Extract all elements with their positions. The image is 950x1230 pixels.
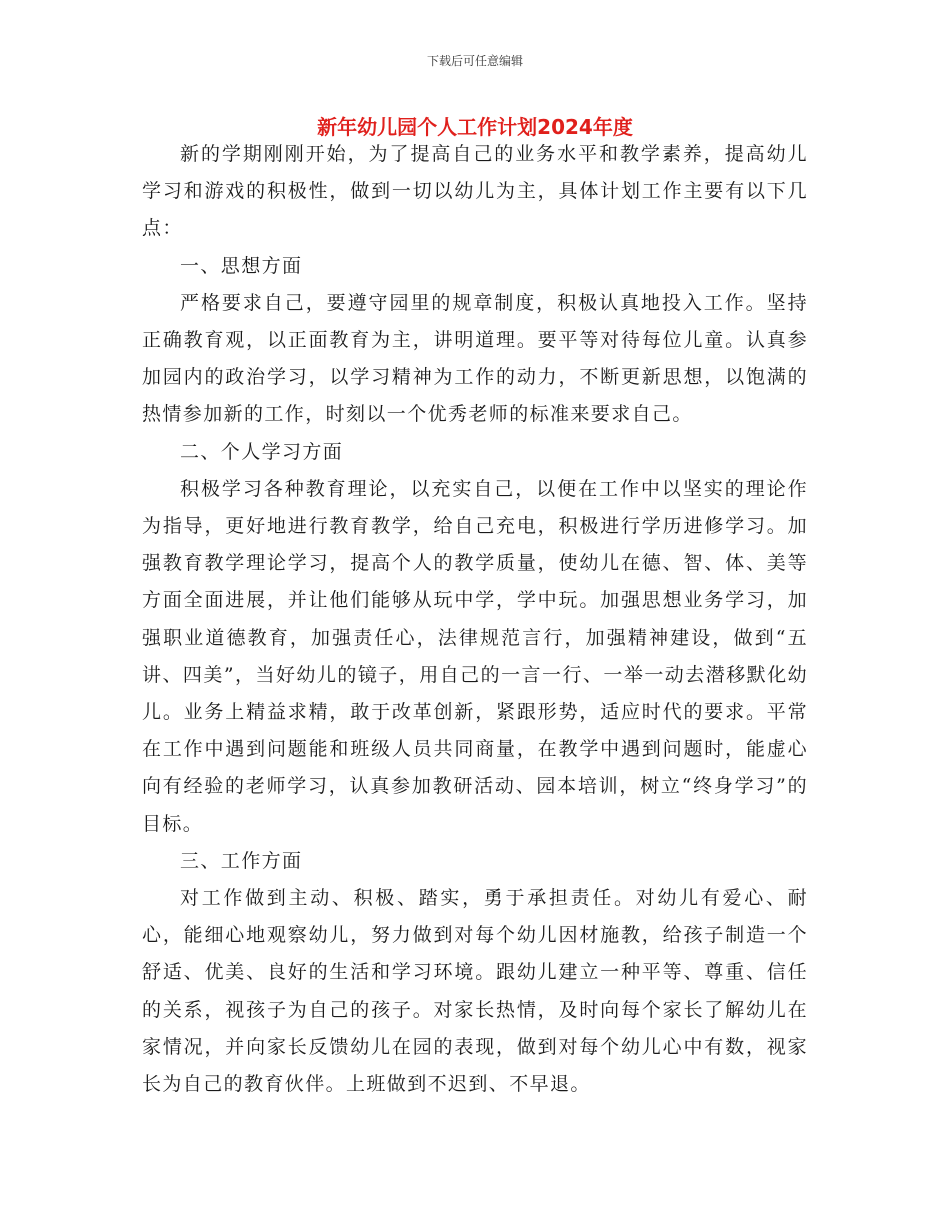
section-heading-work: 三、工作方面	[180, 849, 303, 872]
document-body	[142, 136, 808, 1103]
section-heading-learning: 二、个人学习方面	[180, 440, 344, 463]
header-note: 下载后可任意编辑	[426, 54, 523, 68]
document-title: 新年幼儿园个人工作计划2024年度	[317, 115, 633, 139]
section-heading-thought: 一、思想方面	[180, 254, 303, 277]
paragraph-work: 对工作做到主动、积极、踏实，勇于承担责任。对幼儿有爱心、耐心，能细心地观察幼儿，努力做到对每个幼儿因材施教，给孩子制造一个舒适、优美、良好的生活和学习环境。跟幼儿建立一种平等、尊重、信任的关系，视孩子为自己的孩子。对家长热情，及时向每个家长了解幼儿在家情况，并向家长反馈幼儿在园的表现，做到对每个幼儿心中有数，视家长为自己的教育伙伴。上班做到不迟到、不早退。	[142, 887, 808, 1096]
paragraph-learning: 积极学习各种教育理论，以充实自己，以便在工作中以坚实的理论作为指导，更好地进行教育教学，给自己充电，积极进行学历进修学习。加强教育教学理论学习，提高个人的教学质量，使幼儿在德、智、体、美等方面全面进展，并让他们能够从玩中学，学中玩。加强思想业务学习，加强职业道德教育，加强责任心，法律规范言行，加强精神建设，做到“五讲、四美”，当好幼儿的镜子，用自己的一言一行、一举一动去潜移默化幼儿。业务上精益求精，敢于改革创新，紧跟形势，适应时代的要求。平常在工作中遇到问题能和班级人员共同商量，在教学中遇到问题时，能虚心向有经验的老师学习，认真参加教研活动、园本培训，树立“终身学习”的目标。	[142, 477, 808, 835]
intro-paragraph: 新的学期刚刚开始，为了提高自己的业务水平和教学素养，提高幼儿学习和游戏的积极性，做到一切以幼儿为主，具体计划工作主要有以下几点：	[142, 143, 808, 240]
paragraph-thought: 严格要求自己，要遵守园里的规章制度，积极认真地投入工作。坚持正确教育观，以正面教育为主，讲明道理。要平等对待每位儿童。认真参加园内的政治学习，以学习精神为工作的动力，不断更新思想，以饱满的热情参加新的工作，时刻以一个优秀老师的标准来要求自己。	[142, 291, 808, 426]
